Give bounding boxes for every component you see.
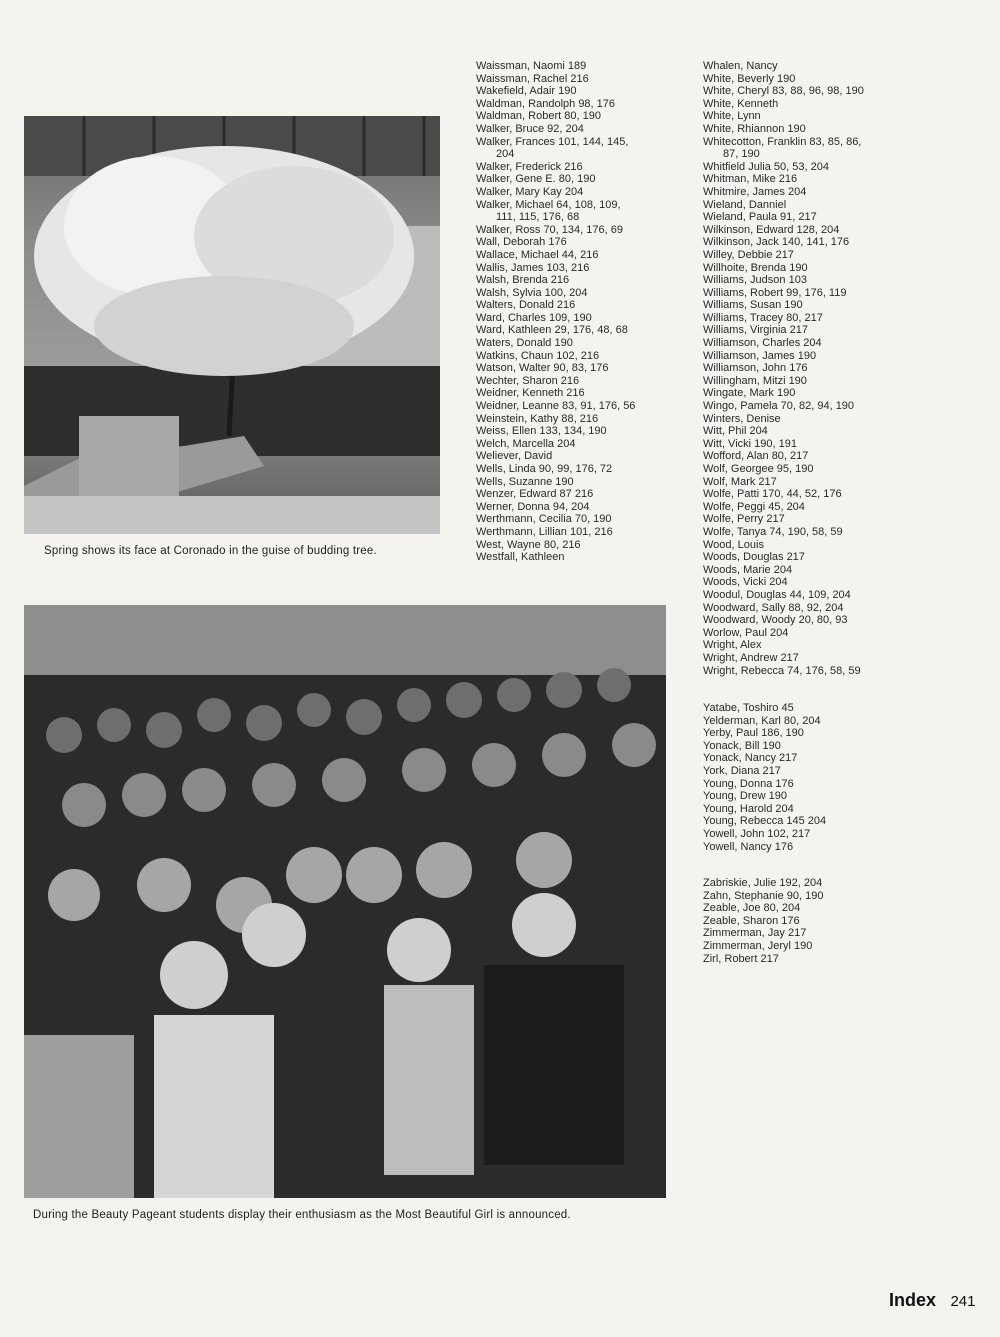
index-entry: Wells, Suzanne 190 <box>476 475 574 488</box>
index-entry: Woods, Marie 204 <box>703 563 793 576</box>
index-entry: Williamson, James 190 <box>703 349 817 362</box>
index-entry: Weliever, David <box>476 450 553 463</box>
index-entry: Zirl, Robert 217 <box>703 952 779 965</box>
index-entry: Zeable, Joe 80, 204 <box>703 902 801 915</box>
index-entry: Walters, Donald 216 <box>476 299 576 312</box>
index-entry: Wright, Alex <box>703 639 762 652</box>
index-entry: Woods, Vicki 204 <box>703 576 788 589</box>
index-entry: Walker, Frederick 216 <box>476 160 583 173</box>
index-entry: Wallace, Michael 44, 216 <box>476 248 599 261</box>
index-entry: Walsh, Brenda 216 <box>476 274 570 287</box>
index-entry: Walker, Mary Kay 204 <box>476 185 584 198</box>
index-entry: Yowell, John 102, 217 <box>703 827 811 840</box>
index-entry: Zabriskie, Julie 192, 204 <box>703 877 823 889</box>
index-entry: Wakefield, Adair 190 <box>476 85 577 98</box>
index-entry: Wolf, Georgee 95, 190 <box>703 463 814 475</box>
index-entry: Yelderman, Karl 80, 204 <box>703 714 821 727</box>
index-entry: Walker, Frances 101, 144, 145, <box>476 135 629 148</box>
index-entry: 87, 190 <box>723 148 760 161</box>
index-entry: York, Diana 217 <box>703 764 781 777</box>
index-entry: Zahn, Stephanie 90, 190 <box>703 889 824 902</box>
index-entry: Waissman, Naomi 189 <box>476 60 587 72</box>
index-entry: Wolf, Mark 217 <box>703 475 777 488</box>
index-entry: Waters, Donald 190 <box>476 337 573 350</box>
index-entry: Wright, Andrew 217 <box>703 651 799 664</box>
index-entry: Young, Harold 204 <box>703 802 794 815</box>
index-entry: Williams, Judson 103 <box>703 274 807 287</box>
index-entry: Wieland, Paula 91, 217 <box>703 211 817 224</box>
index-entry: Weidner, Kenneth 216 <box>476 387 585 400</box>
index-entry: Wingate, Mark 190 <box>703 387 796 400</box>
index-entry: Williams, Virginia 217 <box>703 324 808 337</box>
index-entry: Weinstein, Kathy 88, 216 <box>476 412 599 425</box>
crowd-photo <box>24 605 666 1198</box>
index-entry: Wolfe, Perry 217 <box>703 513 785 526</box>
index-entry: Williamson, Charles 204 <box>703 337 822 350</box>
index-entry: 111, 115, 176, 68 <box>496 211 580 224</box>
crowd-photo-illustration <box>24 605 666 1198</box>
index-entry: Williamson, John 176 <box>703 362 808 375</box>
section-label: Index <box>889 1290 937 1310</box>
index-entry: Werthmann, Cecilia 70, 190 <box>476 513 612 526</box>
index-entry: Ward, Kathleen 29, 176, 48, 68 <box>476 324 628 337</box>
index-entry: Westfall, Kathleen <box>476 551 565 564</box>
index-entry: Whitmire, James 204 <box>703 185 807 198</box>
index-entry: Whitfield Julia 50, 53, 204 <box>703 160 829 173</box>
index-entry: White, Kenneth <box>703 97 779 110</box>
index-entry: Walker, Gene E. 80, 190 <box>476 173 596 186</box>
index-entry: Woodward, Sally 88, 92, 204 <box>703 601 844 614</box>
index-column-w2 <box>703 60 933 677</box>
index-entry: Yerby, Paul 186, 190 <box>703 727 804 740</box>
index-entry: Woodward, Woody 20, 80, 93 <box>703 614 848 627</box>
index-entry: Witt, Phil 204 <box>703 425 768 438</box>
index-entry: Wright, Rebecca 74, 176, 58, 59 <box>703 664 861 677</box>
index-entry: Young, Rebecca 145 204 <box>703 815 827 828</box>
index-entry: Zimmerman, Jay 217 <box>703 927 807 940</box>
tree-photo-caption: Spring shows its face at Coronado in the guise of budding tree. <box>44 545 377 557</box>
index-entry: Willingham, Mitzi 190 <box>703 374 807 387</box>
index-entry: Wall, Deborah 176 <box>476 236 567 249</box>
index-entry: Yatabe, Toshiro 45 <box>703 702 794 714</box>
index-entry: Watkins, Chaun 102, 216 <box>476 349 600 362</box>
index-entry: Whitecotton, Franklin 83, 85, 86, <box>703 135 862 148</box>
index-entry: Whitman, Mike 216 <box>703 173 798 186</box>
index-entry: Werner, Donna 94, 204 <box>476 500 590 513</box>
index-entry: Whalen, Nancy <box>703 60 778 72</box>
index-entry: Welch, Marcella 204 <box>476 437 576 450</box>
index-column-w1 <box>476 60 696 564</box>
index-entry: Witt, Vicki 190, 191 <box>703 437 797 450</box>
index-entry: Wilkinson, Edward 128, 204 <box>703 223 840 236</box>
index-section-y <box>703 702 933 853</box>
crowd-photo-caption: During the Beauty Pageant students display their enthusiasm as the Most Beautiful Girl is announced. <box>33 1209 571 1221</box>
index-entry: Wingo, Pamela 70, 82, 94, 190 <box>703 400 855 413</box>
index-entry: Werthmann, Lillian 101, 216 <box>476 525 613 538</box>
index-entry: White, Beverly 190 <box>703 72 796 85</box>
index-entry: Wieland, Danniel <box>703 198 787 211</box>
index-entry: Worlow, Paul 204 <box>703 626 789 639</box>
tree-photo-illustration <box>24 116 440 534</box>
index-entry: 204 <box>496 148 515 161</box>
index-entry: White, Lynn <box>703 110 761 123</box>
index-entry: Yonack, Nancy 217 <box>703 752 798 765</box>
index-entry: Waldman, Robert 80, 190 <box>476 110 601 123</box>
index-entry: Walker, Ross 70, 134, 176, 69 <box>476 223 623 236</box>
tree-photo <box>24 116 440 534</box>
index-entry: Walker, Michael 64, 108, 109, <box>476 198 621 211</box>
index-entry: White, Rhiannon 190 <box>703 122 806 135</box>
index-entry: Young, Drew 190 <box>703 790 787 803</box>
index-entry: Yonack, Bill 190 <box>703 739 781 752</box>
index-entry: Wallis, James 103, 216 <box>476 261 590 274</box>
index-entry: Williams, Susan 190 <box>703 299 803 312</box>
index-entry: Willey, Debbie 217 <box>703 248 794 261</box>
index-entry: White, Cheryl 83, 88, 96, 98, 190 <box>703 85 864 98</box>
index-entry: Walker, Bruce 92, 204 <box>476 122 584 135</box>
index-entry: West, Wayne 80, 216 <box>476 538 581 551</box>
index-entry: Waissman, Rachel 216 <box>476 72 589 85</box>
page-footer <box>889 1290 976 1311</box>
index-entry: Waldman, Randolph 98, 176 <box>476 97 616 110</box>
index-entry: Willhoite, Brenda 190 <box>703 261 808 274</box>
page-number: 241 <box>950 1293 976 1310</box>
index-entry: Winters, Denise <box>703 412 781 425</box>
index-entry: Wolfe, Peggi 45, 204 <box>703 500 805 513</box>
index-entry: Zeable, Sharon 176 <box>703 914 800 927</box>
index-entry: Wells, Linda 90, 99, 176, 72 <box>476 463 613 475</box>
index-entry: Wechter, Sharon 216 <box>476 374 580 387</box>
index-entry: Wofford, Alan 80, 217 <box>703 450 809 463</box>
index-section-z <box>703 877 933 965</box>
index-entry: Wolfe, Patti 170, 44, 52, 176 <box>703 488 842 501</box>
index-entry: Wenzer, Edward 87 216 <box>476 488 594 501</box>
index-entry: Weidner, Leanne 83, 91, 176, 56 <box>476 400 636 413</box>
index-entry: Weiss, Ellen 133, 134, 190 <box>476 425 607 438</box>
index-entry: Williams, Robert 99, 176, 119 <box>703 286 847 299</box>
index-entry: Yowell, Nancy 176 <box>703 840 794 853</box>
index-entry: Wolfe, Tanya 74, 190, 58, 59 <box>703 525 843 538</box>
index-entry: Watson, Walter 90, 83, 176 <box>476 362 609 375</box>
index-entry: Young, Donna 176 <box>703 777 794 790</box>
index-entry: Woodul, Douglas 44, 109, 204 <box>703 588 851 601</box>
index-entry: Woods, Douglas 217 <box>703 551 805 564</box>
index-entry: Zimmerman, Jeryl 190 <box>703 939 813 952</box>
index-entry: Ward, Charles 109, 190 <box>476 311 592 324</box>
index-entry: Wood, Louis <box>703 538 764 551</box>
index-entry: Wilkinson, Jack 140, 141, 176 <box>703 236 850 249</box>
index-entry: Williams, Tracey 80, 217 <box>703 311 823 324</box>
index-entry: Walsh, Sylvia 100, 204 <box>476 286 588 299</box>
